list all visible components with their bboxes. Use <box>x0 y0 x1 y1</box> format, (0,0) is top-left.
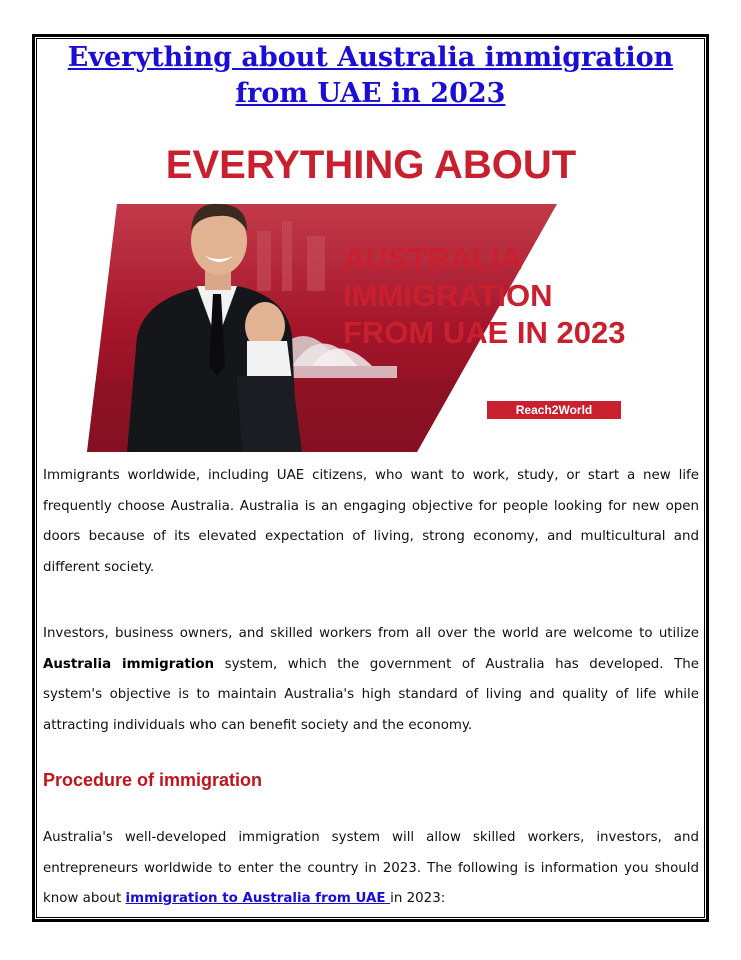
brand-label: Reach2World <box>515 403 593 417</box>
title-link[interactable] <box>68 42 674 109</box>
title-line-1: Everything about Australia immigration <box>67 42 674 73</box>
banner-line-1: AUSTRALIA <box>343 241 523 276</box>
procedure-paragraph-start: Australia's well-developed immigration system will allow skilled workers, investors, and entrepreneurs worldwide to enter the country in 2023. The following is information you should know about <box>43 830 699 906</box>
immigration-link[interactable]: immigration to Australia from UAE <box>125 891 391 906</box>
section-heading: Procedure of immigration <box>43 770 263 790</box>
system-bold-term: Australia immigration <box>43 656 215 672</box>
banner-line-3: FROM UAE IN 2023 <box>343 315 626 350</box>
banner-image <box>87 136 655 452</box>
procedure-paragraph-end: in 2023: <box>390 891 446 906</box>
system-paragraph <box>43 619 699 741</box>
system-paragraph-end: system, which the government of Australia has developed. The system's objective is to maintain Australia's high standard of living and quality of life while attracting individuals who can benefit society and the economy. <box>43 656 699 733</box>
page-title[interactable] <box>40 40 701 112</box>
procedure-paragraph <box>43 823 699 915</box>
system-paragraph-start: Investors, business owners, and skilled workers from all over the world are welcome to utilize <box>43 626 699 641</box>
intro-paragraph: Immigrants worldwide, including UAE citizens, who want to work, study, or start a new life frequently choose Australia. Australia is an engaging objective for people looking for new open doors because of its elevated expectation of living, strong economy, and multicultural and different society. <box>43 468 699 575</box>
title-line-2: from UAE in 2023 <box>235 78 506 109</box>
banner-top-text: EVERYTHING ABOUT <box>165 143 577 187</box>
banner-line-2: IMMIGRATION <box>343 278 553 313</box>
